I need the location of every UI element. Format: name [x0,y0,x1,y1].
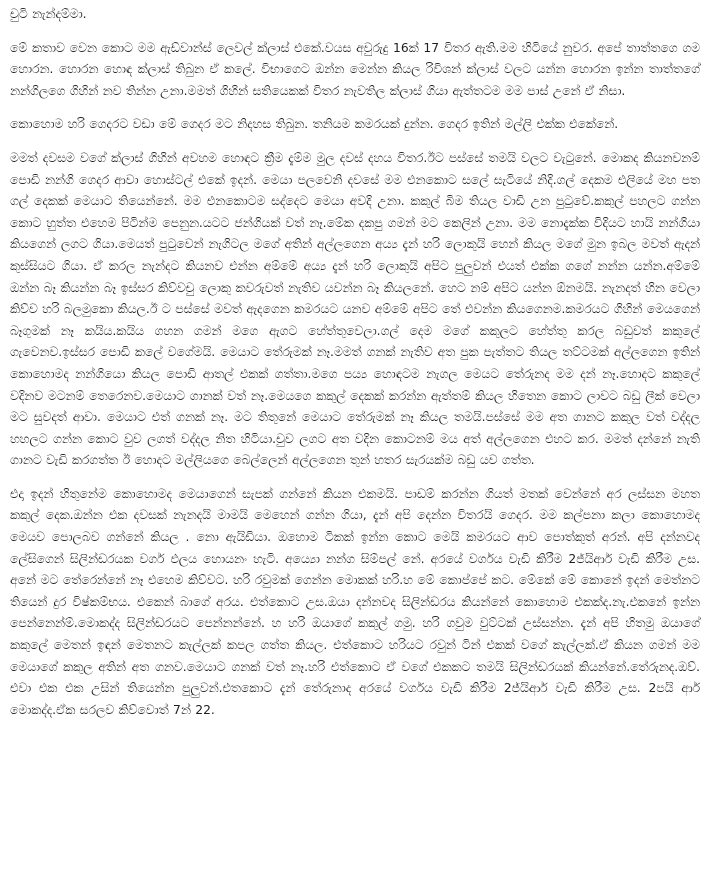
paragraph-home: කොහොම හරි ගෙදරට වඩා මේ ගෙදර මට නිදහස තිබුන. තනියම කමරයක් දුන්න. ගෙදර ඉතින් මල්ලි එක්ක එකේනේ. [10,117,619,132]
paragraph-lesson: එදා ඉදන් හිතුනේම කොහොමද මෙයාගෙන් සැපක් ගන්නේ කියන එකමයි. පාඩම් කරන්න ගියත් මතක් වෙන්නේ අර ලස්සන මහත කකුල් දෙක.ඔන්න එක දවසක් නැනදයි මාමයි මෙහෙන් ගන්න ගියා, දැන් අපි දෙන්න විතරයි ගෙදර. මම කල්පනා කලා කොහොමද මෙයව පොලබව ගන්නේ කියල . නො ඇයිඩියා. ඔහොම ටිකක් ඉන්න කොට මෙයි කමරයට ආව පොත්කුත් අරන්. අපි දන්නවද ලේසිගෙන් සිලින්ඩරයක වර්ග ඵලය හොයනං හැටි. අය්‍යො නන්ග සිම්පල් නේ. අරයේ වර්ගය වැඩි කිරීම 2ජ්යිආර් වැඩි කිරීම උස. අනේ මට තේරෙන්නේ නෑ එහෙම කිව්වට. හරි රවුමක් ගෙන්න මොකක් හරි.හ මේ කොප්පේ කට. මේකේ මේ කොනේ ඉදන් මෙත්නට තියෙන් දුර විෂ්කම්භය. එකෙන් බාගේ අරය. එත්කොට උස.ඔයා දන්නවද සිලින්ඩරය කියන්නේ කොහොම එකක්ද.නැ.එකනේ ඉන්න පෙන්නෙන්ම්.මොකද්ද සිලින්ඩරයට පෙන්නන්නේ. හ හරි ඔයාගේ කකුල් ගමු. හරි ගවුම වුට්ටක් උස්සන්න. දැන් අපි හිතමු ඔයාගේ කකුලේ මෙතන් ඉඳන් මෙතනට කැල්ලක් කපල ගත්ත කියල. එත්කොට හරියට රවුන් ටින් එකක් වගේ කැල්ලක්.ඒ කියන ගමන් මම මෙයාගේ කකුල අතින් අත ගනව.මෙයාට ගනක් වත් නෑ.හරි එත්කොට ඒ වගේ එකකට තමයි සිලින්ඩරයක් කියන්නේ.තේරුනද.ඔව්. එවා එක එක උසින් තියෙන්න පුලුවන්.එතකොට දැන් තේරුනාද අරයේ වර්ගය වැඩි කිරීම 2ජ්යිආර් වැඩි කිරීම උස. 2පයි ආර් මොකද්ද.ඒක සරලව කිව්වොත් 7න් 22. [10,486,700,717]
story-title: චුටි නැන්දම්මා. [10,7,87,21]
paragraph-intro: මේ කතාව වෙන කොට මම ඇඩ්වාන්ස් ලෙවල් ක්ලාස් එකේ.වයස අවුරුදු 16ක් 17 විතර ඇති.මම හිටියේ නුවර. අපේ තාත්තගෙ ගම හොරන. හොරන හොඳ ක්ලාස් තිබුන ඒ කලේ. විභාගෙට ඔන්න මෙන්න කියල රිවිශන් ක්ලාස් වලට යන්න හොරන ඉන්න තාත්තගේ නන්ගිලගෙ ගිහින් නව තින්න උනා.මමත් ගිහින් සතියෙකක් විතර නැවතිල ක්ලාස් ගියා ඇත්තටම මම පාස් උනේ ඒ නිසා. [10,40,700,98]
paragraph-main: මමත් දවසම වගේ ක්ලාස් ගිහින් අවහම හොඳට ක්‍රීම දැම්ම මුල දවස් දහය විතර.ඊට පස්සේ තමයි වලට වැටුනේ. මොකද කියනවනම් පොඩි නන්ගි ගෙදර ආවා හොස්ටල් එකේ ඉදන්. මෙයා පලවෙනි දවසේ මම එනකොට සලේ සැටියේ නිදි.ගල් දෙකම එලියේ මහ පත ගල් දෙකක් මෙයාට තියෙන්නේ. මම එනකොටම සද්දෙට මෙයා අවදි උනා. කකුල් බිම තියල වාඩි උන පුටුවේ.කකුල් පහලට ගන්න කොට හුත්ත එහෙම පිටින්ම පෙනුන.යටට ජන්ගියක් වත් නෑ.මේක දකපු ගමන් මට කෙලින් උනා. මම නොදැක්ක විදියට හායි නන්ගියා කියගෙන් ලගට ගියා.මෙයත් පුටුවෙන් නැගිටල මගේ අතින් අල්ලගෙන අය්‍ය දැන් හරි ලොකුයි හෙන් කියල මගේ මුන ඉබල මවත් ඇදන් කුස්සියට ගියා. ඒ කරල නැන්දට කියනව එන්න අම්මේ අය්‍ය දැන් හරි ලොකුයි අපිට පුලුවන් එයත් එක්ක ගගේ නන්න යන්න.අම්මේ ඔන්න බෑ කියන්න බෑ ඉස්සර කිව්වචු ලොකු කවරුවත් නැතිව යවන්න බෑ කියලනේ. හෙට නම් අපිට යන්න ඕනමයි. නැනදත් හින වෙලා කිව්ව හරි බලමුකො කියල.ඊ ට පස්සේ මවත් ඇදගෙන කමරයට යනව අම්මේ අපිට තේ එවන්න කියගෙනම.කමරයට ගිහින් මෙයගෙන් බෑගුමක් නෑ කයිය.කයිය ගහන ගමන් මගෙ ඇගට හේත්තුවෙලා.ගල් දෙම මගේ කකුලට හේත්තු කරල බඩුවත් කකුලේ ගැවෙනව.ඉස්සර පොඩි කලේ වගේමයි. මෙයාට තේරුමක් නෑ.මමත් ගනක් නැතිව අත පුක පැත්තට තියල තට්ටමක් අල්ලගෙන ඉතින් කොහොමද නන්ගියො කියල පොඩි ආතල් එකක් ගත්තා.මගෙ පය්‍ය හොඳටම නැගල මෙයට තේරුනද මම දන් නෑ.හොදට කකුලේ වදිනව මටනම් තෙරෙනව.මෙයාට ගානක් වත් නෑ.මෙයගෙ කකුල් දෙකක් කරන්න ඇත්තම් කියල හිතෙන කොට ලාවට බඩු ලීක් වෙලා මට සුවදත් ආවා. මෙයාට එත් ගනක් නෑ. මට තිතුනේ මෙයාට තේරුමක් නෑ කියල තමයි.පස්සේ මම අත ගානට කකුල වත් වද්දල හහලට ගන්න කොට වුව ලගත් වද්දල නිත හිටියා.චුව ලගට අත වදින කොටනම් මය අත් අල්ලගෙන එහට කර. මමත් දන්නේ නැති ගානට වැඩි කරගත්ත ඊ හොදට මල්ලියගෙ බෙල්ලෙන් අල්ලගෙන තුන් හතර සැරයක්ම බඩු යව ගත්ත. [10,150,700,468]
